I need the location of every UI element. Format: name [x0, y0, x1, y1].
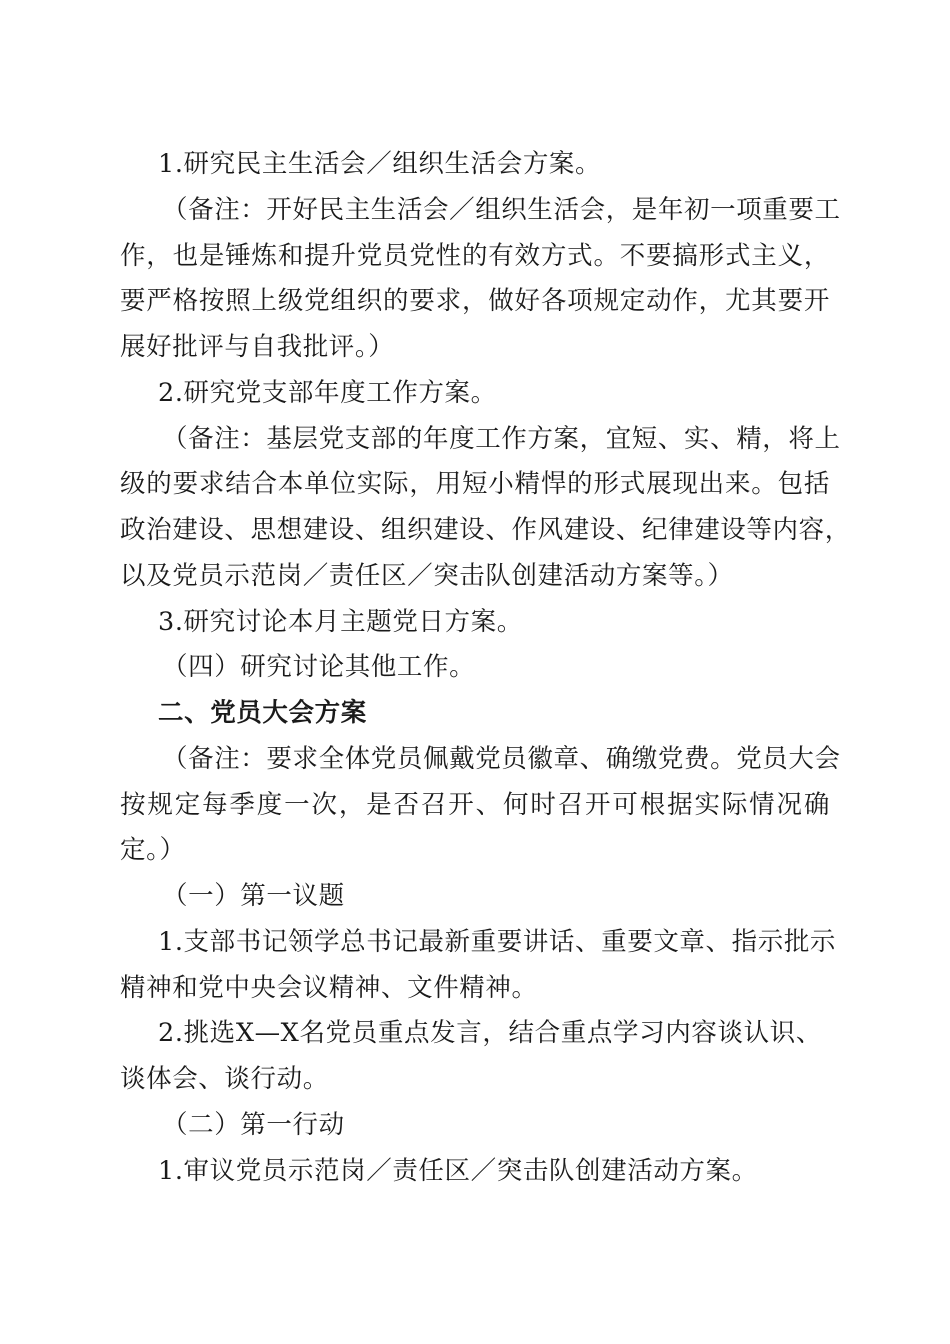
- note-annual-work-plan-line-4: 以及党员示范岗／责任区／突击队创建活动方案等。）: [120, 561, 734, 591]
- section-first-topic: （一）第一议题: [162, 881, 345, 911]
- note-party-member-meeting-line-1: （备注：要求全体党员佩戴党员徽章、确缴党费。党员大会: [162, 744, 841, 774]
- item-annual-work-plan: 2.研究党支部年度工作方案。: [158, 378, 497, 408]
- note-party-member-meeting-line-3: 定。）: [120, 835, 186, 865]
- note-democratic-life-meeting-line-3: 要严格按照上级党组织的要求，做好各项规定动作，尤其要开: [120, 286, 830, 316]
- section-first-action: （二）第一行动: [162, 1110, 345, 1140]
- note-annual-work-plan-line-2: 级的要求结合本单位实际，用短小精悍的形式展现出来。包括: [120, 469, 830, 499]
- item-review-demonstration-plan: 1.审议党员示范岗／责任区／突击队创建活动方案。: [158, 1156, 758, 1186]
- note-democratic-life-meeting-line-2: 作，也是锤炼和提升党员党性的有效方式。不要搞形式主义，: [120, 241, 830, 271]
- note-party-member-meeting-line-2: 按规定每季度一次，是否召开、何时召开可根据实际情况确: [120, 790, 830, 820]
- item-theme-party-day: 3.研究讨论本月主题党日方案。: [158, 607, 523, 637]
- item-key-speakers-line-1: 2.挑选X—X名党员重点发言，结合重点学习内容谈认识、: [158, 1018, 822, 1048]
- note-democratic-life-meeting-line-1: （备注：开好民主生活会／组织生活会，是年初一项重要工: [162, 195, 841, 225]
- note-democratic-life-meeting-line-4: 展好批评与自我批评。）: [120, 332, 395, 362]
- heading-party-member-meeting: 二、党员大会方案: [158, 698, 367, 728]
- note-annual-work-plan-line-3: 政治建设、思想建设、组织建设、作风建设、纪律建设等内容，: [120, 515, 851, 545]
- section-other-work: （四）研究讨论其他工作。: [162, 652, 476, 682]
- item-key-speakers-line-2: 谈体会、谈行动。: [120, 1064, 329, 1094]
- item-democratic-life-meeting: 1.研究民主生活会／组织生活会方案。: [158, 149, 602, 179]
- item-study-speeches-line-2: 精神和党中央会议精神、文件精神。: [120, 973, 538, 1003]
- note-annual-work-plan-line-1: （备注：基层党支部的年度工作方案，宜短、实、精，将上: [162, 424, 841, 454]
- item-study-speeches-line-1: 1.支部书记领学总书记最新重要讲话、重要文章、指示批示: [158, 927, 837, 957]
